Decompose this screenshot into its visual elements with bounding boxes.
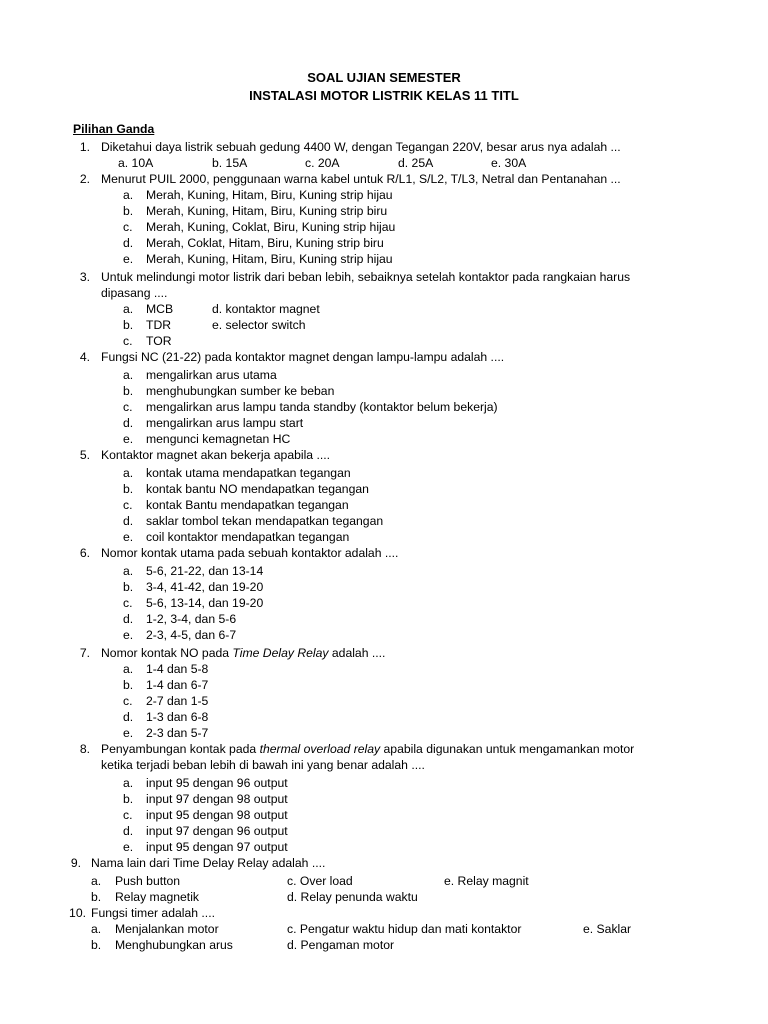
option-text: input 95 dengan 96 output <box>146 776 288 790</box>
exam-title: SOAL UJIAN SEMESTER <box>307 70 461 85</box>
option-text: 2-3, 4-5, dan 6-7 <box>146 628 237 642</box>
question-text-cont: ketika terjadi beban lebih di bawah ini yang benar adalah .... <box>101 758 425 772</box>
option-a: Menjalankan motor <box>115 922 219 936</box>
option-text: input 95 dengan 98 output <box>146 808 288 822</box>
option-text: Merah, Kuning, Hitam, Biru, Kuning strip biru <box>146 204 388 218</box>
question-number: 6. <box>79 546 90 560</box>
option-letter: d. <box>123 612 134 626</box>
option-letter: c. <box>123 400 133 414</box>
option-text: 1-4 dan 5-8 <box>146 662 209 676</box>
question-text-italic: thermal overload relay <box>259 742 381 756</box>
question-text-part: Penyambungan kontak pada <box>101 742 260 756</box>
question-text: Kontaktor magnet akan bekerja apabila .... <box>101 448 330 462</box>
question-text-cont: dipasang .... <box>101 286 168 300</box>
option-letter: a. <box>123 188 134 202</box>
option-text: kontak Bantu mendapatkan tegangan <box>146 498 349 512</box>
section-heading: Pilihan Ganda <box>73 122 155 136</box>
option-letter: c. <box>123 694 133 708</box>
option-b: Relay magnetik <box>115 890 199 904</box>
question-number: 5. <box>79 448 90 462</box>
option-letter: d. <box>123 416 134 430</box>
option-e: e. Relay magnit <box>444 874 529 888</box>
question-number: 7. <box>79 646 90 660</box>
question-number: 4. <box>79 350 90 364</box>
question-text-part: Nomor kontak NO pada <box>101 646 233 660</box>
question-text-part: apabila digunakan untuk mengamankan motor <box>380 742 635 756</box>
option-letter: d. <box>123 710 134 724</box>
exam-subtitle: INSTALASI MOTOR LISTRIK KELAS 11 TITL <box>249 88 519 103</box>
option-text: 2-3 dan 5-7 <box>146 726 209 740</box>
option-text: TDR <box>146 318 172 332</box>
question-number: 9. <box>70 856 81 870</box>
option-text: mengalirkan arus utama <box>146 368 277 382</box>
question-text: Nomor kontak utama pada sebuah kontaktor adalah .... <box>101 546 399 560</box>
option-text: 2-7 dan 1-5 <box>146 694 209 708</box>
option-text: 1-3 dan 6-8 <box>146 710 209 724</box>
option-letter: e. <box>123 432 134 446</box>
option-letter: a. <box>91 874 102 888</box>
option-letter: d. <box>123 236 134 250</box>
option-letter: e. <box>123 840 134 854</box>
option-d: d. 25A <box>398 156 434 170</box>
option-e: e. selector switch <box>212 318 306 332</box>
question-text-part: adalah .... <box>328 646 386 660</box>
option-text: input 97 dengan 98 output <box>146 792 288 806</box>
option-text: kontak bantu NO mendapatkan tegangan <box>146 482 369 496</box>
question-text-italic: Time Delay Relay <box>232 646 329 660</box>
option-d: d. Relay penunda waktu <box>287 890 418 904</box>
option-letter: b. <box>123 792 134 806</box>
option-letter: e. <box>123 628 134 642</box>
question-text: Fungsi NC (21-22) pada kontaktor magnet dengan lampu-lampu adalah .... <box>101 350 505 364</box>
option-letter: b. <box>91 938 102 952</box>
option-letter: c. <box>123 498 133 512</box>
option-e: e. Saklar <box>583 922 632 936</box>
question-number: 8. <box>79 742 90 756</box>
option-letter: b. <box>123 318 134 332</box>
question-text: Fungsi timer adalah .... <box>91 906 215 920</box>
option-b: b. 15A <box>212 156 248 170</box>
option-letter: c. <box>123 808 133 822</box>
option-letter: b. <box>91 890 102 904</box>
option-text: MCB <box>146 302 174 316</box>
option-text: TOR <box>146 334 172 348</box>
option-letter: a. <box>123 368 134 382</box>
option-letter: a. <box>123 466 134 480</box>
option-letter: a. <box>123 302 134 316</box>
question-number: 2. <box>79 172 90 186</box>
option-text: 5-6, 21-22, dan 13-14 <box>146 564 264 578</box>
option-letter: c. <box>123 334 133 348</box>
option-text: Merah, Kuning, Hitam, Biru, Kuning strip hijau <box>146 252 393 266</box>
option-letter: e. <box>123 252 134 266</box>
option-text: Merah, Kuning, Coklat, Biru, Kuning strip hijau <box>146 220 396 234</box>
question-number: 10. <box>69 906 86 920</box>
option-letter: a. <box>123 776 134 790</box>
question-number: 3. <box>79 270 90 284</box>
option-letter: d. <box>123 514 134 528</box>
option-d: d. kontaktor magnet <box>212 302 320 316</box>
option-letter: a. <box>91 922 102 936</box>
option-letter: e. <box>123 530 134 544</box>
option-c: c. Over load <box>287 874 353 888</box>
option-text: input 95 dengan 97 output <box>146 840 288 854</box>
question-text: Untuk melindungi motor listrik dari beban lebih, sebaiknya setelah kontaktor pada rangkaian harus <box>101 270 631 284</box>
option-letter: e. <box>123 726 134 740</box>
option-c: c. Pengatur waktu hidup dan mati kontaktor <box>287 922 522 936</box>
option-letter: d. <box>123 824 134 838</box>
option-text: mengalirkan arus lampu start <box>146 416 304 430</box>
option-text: coil kontaktor mendapatkan tegangan <box>146 530 350 544</box>
option-text: input 97 dengan 96 output <box>146 824 288 838</box>
option-text: kontak utama mendapatkan tegangan <box>146 466 351 480</box>
option-letter: a. <box>123 662 134 676</box>
option-letter: a. <box>123 564 134 578</box>
option-b: Menghubungkan arus <box>115 938 233 952</box>
option-text: mengunci kemagnetan HC <box>146 432 291 446</box>
option-letter: b. <box>123 580 134 594</box>
option-c: c. 20A <box>305 156 340 170</box>
question-number: 1. <box>79 140 90 154</box>
question-text: Diketahui daya listrik sebuah gedung 4400 W, dengan Tegangan 220V, besar arus nya adalah ... <box>101 140 621 154</box>
option-letter: b. <box>123 204 134 218</box>
question-text <box>101 741 634 757</box>
option-text: menghubungkan sumber ke beban <box>146 384 335 398</box>
option-a: a. 10A <box>118 156 154 170</box>
option-letter: b. <box>123 482 134 496</box>
option-letter: b. <box>123 678 134 692</box>
option-e: e. 30A <box>491 156 527 170</box>
question-text: Menurut PUIL 2000, penggunaan warna kabel untuk R/L1, S/L2, T/L3, Netral dan Pentanahan ... <box>101 172 621 186</box>
option-a: Push button <box>115 874 181 888</box>
option-letter: b. <box>123 384 134 398</box>
option-text: 1-2, 3-4, dan 5-6 <box>146 612 237 626</box>
option-letter: c. <box>123 220 133 234</box>
option-text: 3-4, 41-42, dan 19-20 <box>146 580 264 594</box>
question-text: Nama lain dari Time Delay Relay adalah .... <box>91 856 326 870</box>
option-text: 5-6, 13-14, dan 19-20 <box>146 596 264 610</box>
option-letter: c. <box>123 596 133 610</box>
option-text: mengalirkan arus lampu tanda standby (kontaktor belum bekerja) <box>146 400 498 414</box>
option-d: d. Pengaman motor <box>287 938 395 952</box>
option-text: Merah, Coklat, Hitam, Biru, Kuning strip biru <box>146 236 384 250</box>
option-text: Merah, Kuning, Hitam, Biru, Kuning strip hijau <box>146 188 393 202</box>
option-text: saklar tombol tekan mendapatkan tegangan <box>146 514 384 528</box>
option-text: 1-4 dan 6-7 <box>146 678 209 692</box>
question-text <box>101 645 385 661</box>
